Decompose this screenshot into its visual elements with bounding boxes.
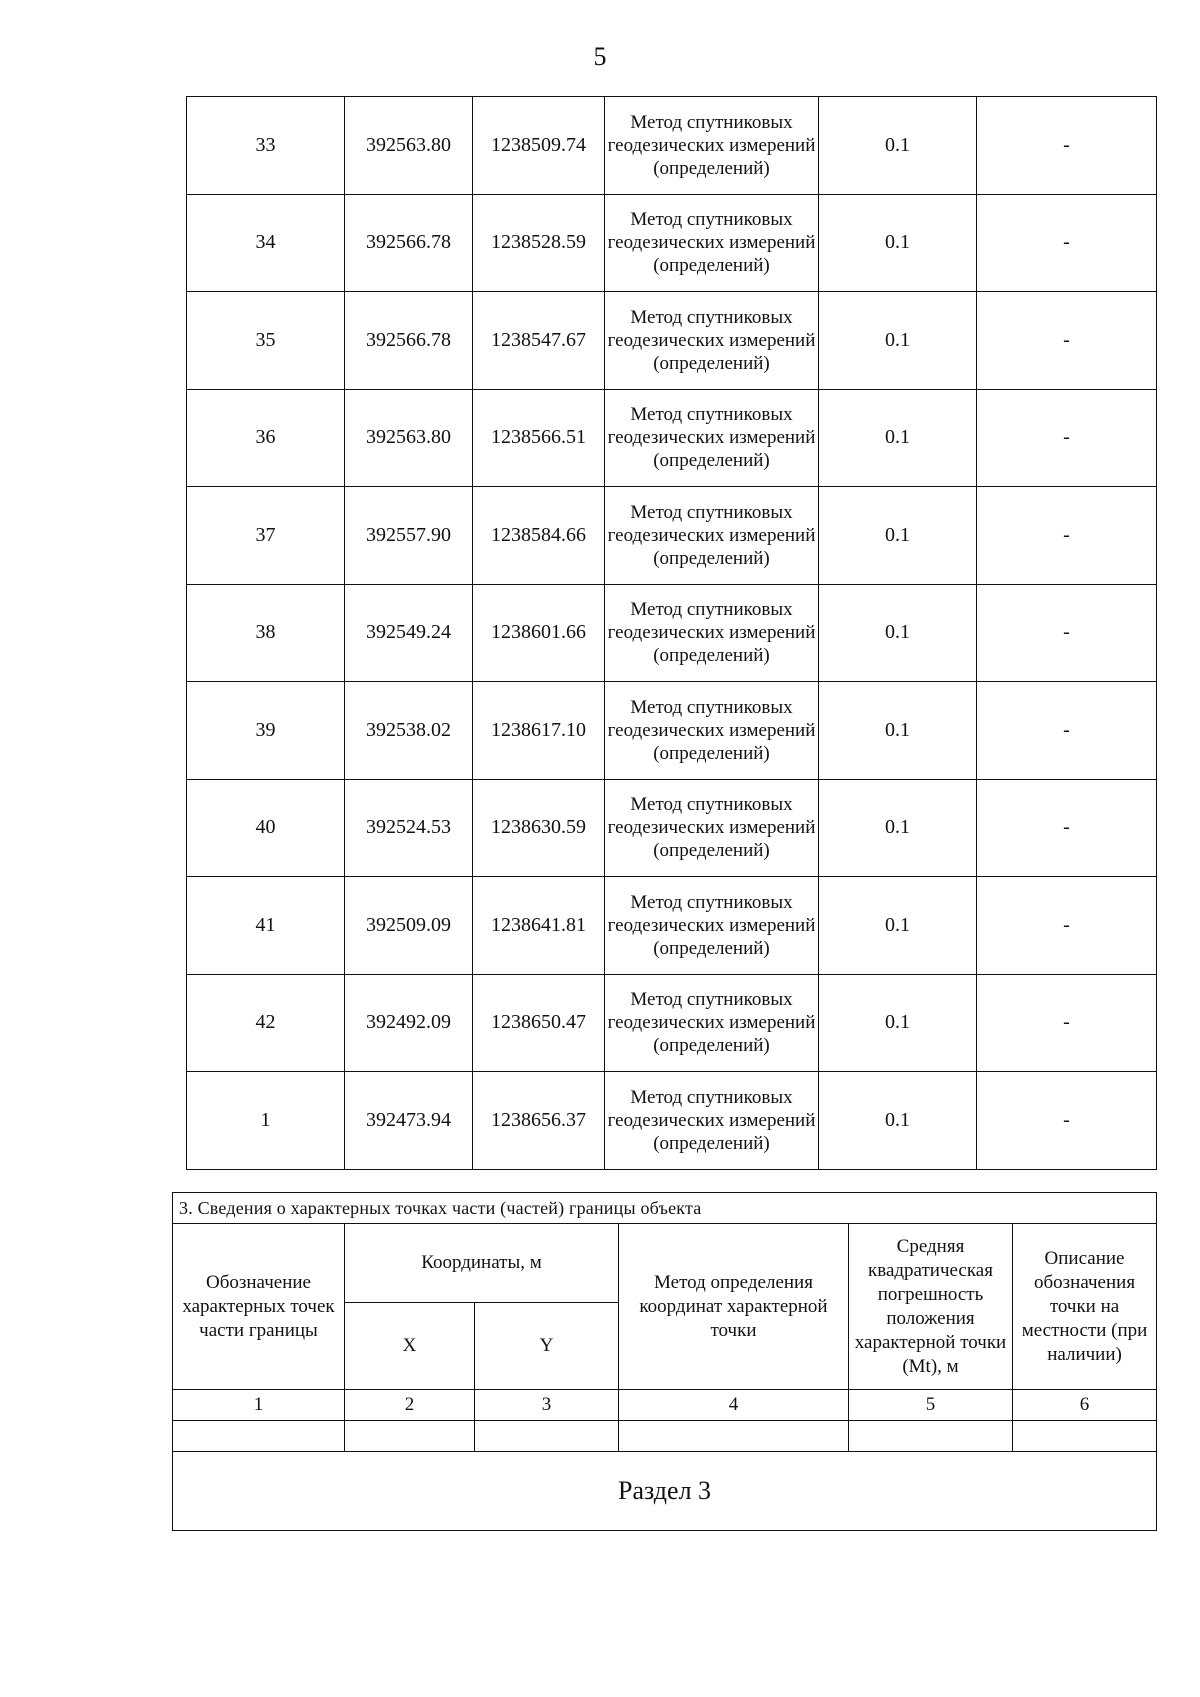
column-number: 4 <box>619 1390 849 1421</box>
boundary-points-body <box>187 97 1157 1170</box>
coord-x: 392492.09 <box>345 974 473 1072</box>
table-row <box>187 292 1157 390</box>
point-number: 40 <box>187 779 345 877</box>
coord-x: 392566.78 <box>345 194 473 292</box>
point-description: - <box>977 682 1157 780</box>
method: Метод спутниковых геодезических измерений (определений) <box>605 779 819 877</box>
point-description: - <box>977 877 1157 975</box>
point-number: 38 <box>187 584 345 682</box>
column-number: 6 <box>1013 1390 1157 1421</box>
table-row <box>187 779 1157 877</box>
page-number: 5 <box>593 42 607 71</box>
header-x: X <box>345 1303 475 1390</box>
accuracy-mt: 0.1 <box>819 682 977 780</box>
header-point: Обозначение характерных точек части границы <box>173 1224 345 1390</box>
table-row <box>187 584 1157 682</box>
method: Метод спутниковых геодезических измерений (определений) <box>605 487 819 585</box>
method: Метод спутниковых геодезических измерений (определений) <box>605 974 819 1072</box>
section-title-row <box>173 1193 1157 1224</box>
point-number: 39 <box>187 682 345 780</box>
column-number: 2 <box>345 1390 475 1421</box>
method: Метод спутниковых геодезических измерений (определений) <box>605 682 819 780</box>
coord-x: 392509.09 <box>345 877 473 975</box>
coord-x: 392538.02 <box>345 682 473 780</box>
section-label: Раздел 3 <box>173 1452 1157 1531</box>
coord-y: 1238617.10 <box>473 682 605 780</box>
table-row <box>187 682 1157 780</box>
table-row <box>187 389 1157 487</box>
coord-y: 1238601.66 <box>473 584 605 682</box>
method: Метод спутниковых геодезических измерений (определений) <box>605 877 819 975</box>
empty-cell <box>619 1421 849 1452</box>
method: Метод спутниковых геодезических измерений (определений) <box>605 389 819 487</box>
point-number: 35 <box>187 292 345 390</box>
coord-x: 392549.24 <box>345 584 473 682</box>
table-row <box>187 97 1157 195</box>
empty-cell <box>475 1421 619 1452</box>
header-row <box>173 1224 1157 1303</box>
accuracy-mt: 0.1 <box>819 97 977 195</box>
coord-x: 392563.80 <box>345 389 473 487</box>
column-number: 1 <box>173 1390 345 1421</box>
section-title: 3. Сведения о характерных точках части (частей) границы объекта <box>173 1193 1157 1224</box>
empty-cell <box>849 1421 1013 1452</box>
empty-row <box>173 1421 1157 1452</box>
accuracy-mt: 0.1 <box>819 487 977 585</box>
point-description: - <box>977 779 1157 877</box>
coord-y: 1238656.37 <box>473 1072 605 1170</box>
coord-y: 1238584.66 <box>473 487 605 585</box>
header-desc: Описание обозначения точки на местности (при наличии) <box>1013 1224 1157 1390</box>
empty-cell <box>173 1421 345 1452</box>
coord-y: 1238630.59 <box>473 779 605 877</box>
method: Метод спутниковых геодезических измерений (определений) <box>605 194 819 292</box>
point-number: 33 <box>187 97 345 195</box>
coord-y: 1238547.67 <box>473 292 605 390</box>
header-method: Метод определения координат характерной точки <box>619 1224 849 1390</box>
coord-y: 1238509.74 <box>473 97 605 195</box>
method: Метод спутниковых геодезических измерений (определений) <box>605 292 819 390</box>
column-number-row <box>173 1390 1157 1421</box>
method: Метод спутниковых геодезических измерений (определений) <box>605 97 819 195</box>
point-description: - <box>977 1072 1157 1170</box>
coord-x: 392557.90 <box>345 487 473 585</box>
accuracy-mt: 0.1 <box>819 194 977 292</box>
point-description: - <box>977 194 1157 292</box>
accuracy-mt: 0.1 <box>819 779 977 877</box>
header-mt: Средняя квадратическая погрешность положения характерной точки (Mt), м <box>849 1224 1013 1390</box>
point-number: 36 <box>187 389 345 487</box>
point-number: 34 <box>187 194 345 292</box>
point-description: - <box>977 584 1157 682</box>
accuracy-mt: 0.1 <box>819 389 977 487</box>
footer-row <box>173 1452 1157 1531</box>
point-number: 42 <box>187 974 345 1072</box>
point-number: 37 <box>187 487 345 585</box>
empty-cell <box>1013 1421 1157 1452</box>
coord-x: 392473.94 <box>345 1072 473 1170</box>
empty-cell <box>345 1421 475 1452</box>
accuracy-mt: 0.1 <box>819 584 977 682</box>
coord-x: 392563.80 <box>345 97 473 195</box>
accuracy-mt: 0.1 <box>819 292 977 390</box>
table-row <box>187 487 1157 585</box>
part-boundary-table <box>172 1192 1157 1531</box>
column-number: 5 <box>849 1390 1013 1421</box>
table-row <box>187 1072 1157 1170</box>
boundary-points-table <box>186 96 1157 1170</box>
point-description: - <box>977 974 1157 1072</box>
header-y: Y <box>475 1303 619 1390</box>
point-number: 41 <box>187 877 345 975</box>
point-description: - <box>977 389 1157 487</box>
point-description: - <box>977 487 1157 585</box>
table-row <box>187 877 1157 975</box>
method: Метод спутниковых геодезических измерений (определений) <box>605 1072 819 1170</box>
coord-x: 392566.78 <box>345 292 473 390</box>
coord-x: 392524.53 <box>345 779 473 877</box>
coord-y: 1238641.81 <box>473 877 605 975</box>
header-coords: Координаты, м <box>345 1224 619 1303</box>
point-description: - <box>977 97 1157 195</box>
coord-y: 1238528.59 <box>473 194 605 292</box>
coord-y: 1238650.47 <box>473 974 605 1072</box>
table-row <box>187 974 1157 1072</box>
point-number: 1 <box>187 1072 345 1170</box>
column-number: 3 <box>475 1390 619 1421</box>
table-row <box>187 194 1157 292</box>
accuracy-mt: 0.1 <box>819 1072 977 1170</box>
method: Метод спутниковых геодезических измерений (определений) <box>605 584 819 682</box>
accuracy-mt: 0.1 <box>819 974 977 1072</box>
point-description: - <box>977 292 1157 390</box>
coord-y: 1238566.51 <box>473 389 605 487</box>
accuracy-mt: 0.1 <box>819 877 977 975</box>
